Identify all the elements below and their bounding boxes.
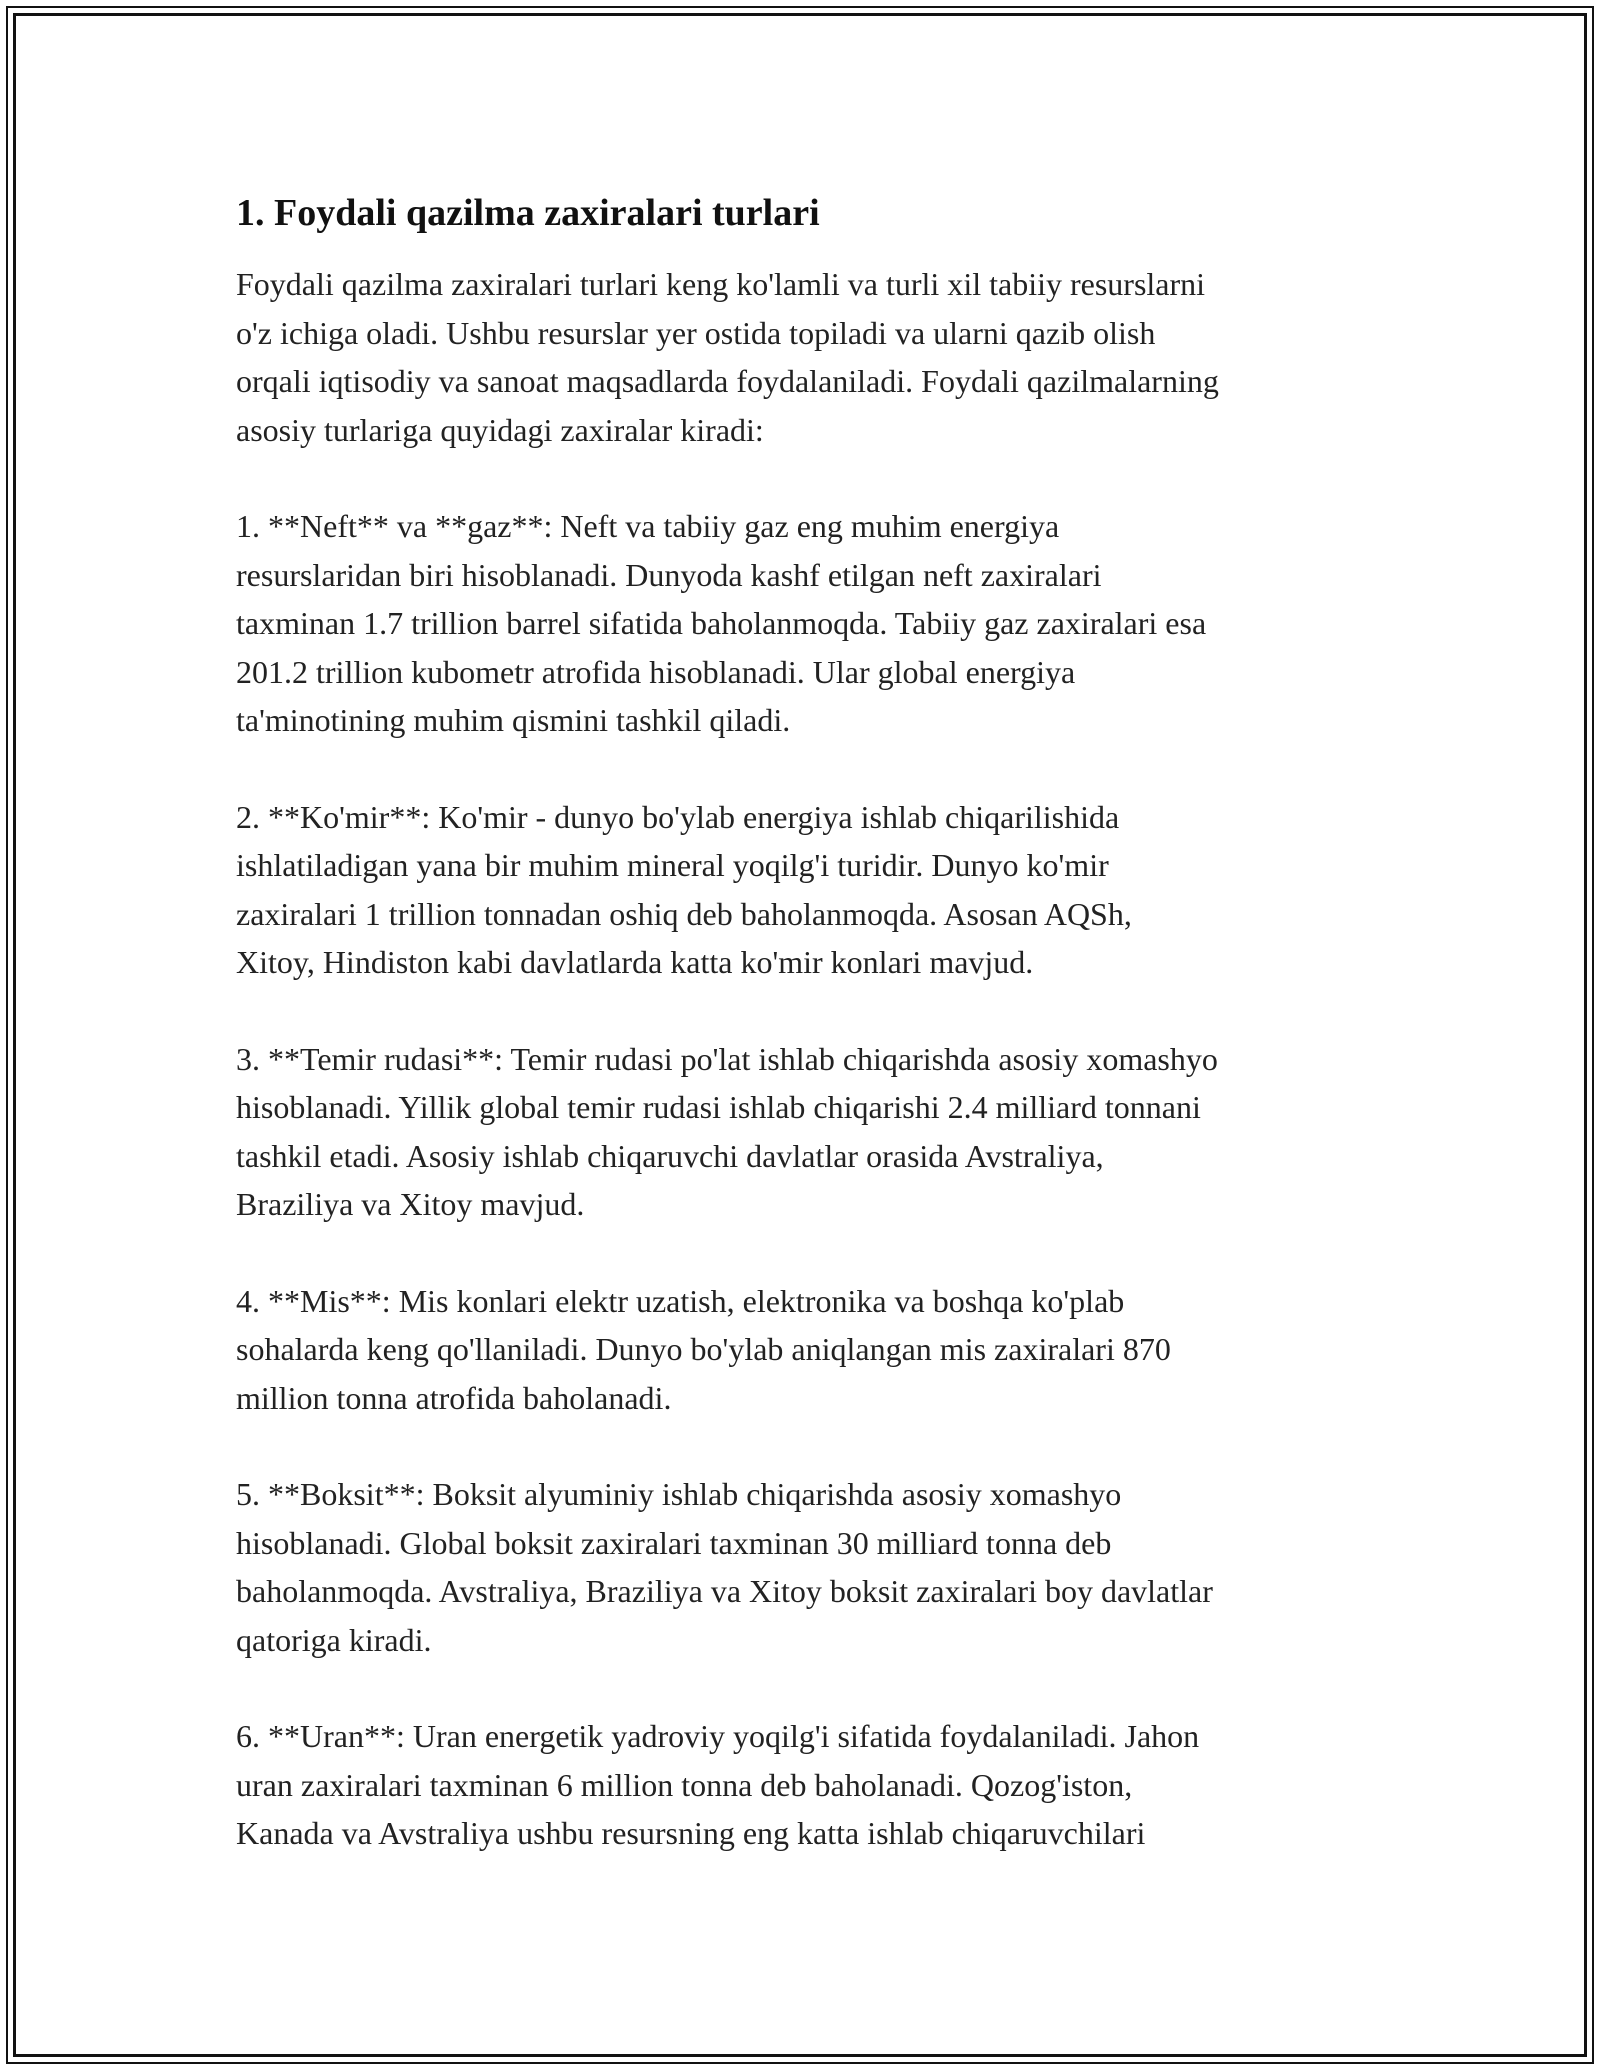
paragraph-bauxite: 5. **Boksit**: Boksit alyuminiy ishlab chiqarishda asosiy xomashyo hisoblanadi. Global boksit zaxiralari taxminan 30 milliard tonna deb baholanmoqda. Avstraliya, Braziliya va Xitoy boksit zaxiralari boy davlatlar qatoriga kiradi. (236, 1476, 1213, 1658)
intro-paragraph: Foydali qazilma zaxiralari turlari keng ko'lamli va turli xil tabiiy resurslarni o'z ichiga oladi. Ushbu resurslar yer ostida topiladi va ularni qazib olish orqali iqtisodiy va sanoat maqsadlarda foydalaniladi. Foydali qazilmalarning asosiy turlariga quyidagi zaxiralar kiradi: (236, 266, 1219, 448)
section-heading: 1. Foydali qazilma zaxiralari turlari (236, 192, 820, 234)
document-body (236, 188, 1416, 1858)
paragraph-oil-gas: 1. **Neft** va **gaz**: Neft va tabiiy gaz eng muhim energiya resurslaridan biri hisoblanadi. Dunyoda kashf etilgan neft zaxiralari taxminan 1.7 trillion barrel sifatida baholanmoqda. Tabiiy gaz zaxiralari esa 201.2 trillion kubometr atrofida hisoblanadi. Ular global energiya ta'minotining muhim qismini tashkil qiladi. (236, 508, 1207, 738)
paragraph-coal: 2. **Ko'mir**: Ko'mir - dunyo bo'ylab energiya ishlab chiqarilishida ishlatiladigan yana bir muhim mineral yoqilg'i turidir. Dunyo ko'mir zaxiralari 1 trillion tonnadan oshiq deb baholanmoqda. Asosan AQSh, Xitoy, Hindiston kabi davlatlarda katta ko'mir konlari mavjud. (236, 798, 1132, 980)
paragraph-iron-ore: 3. **Temir rudasi**: Temir rudasi po'lat ishlab chiqarishda asosiy xomashyo hisoblanadi. Yillik global temir rudasi ishlab chiqarishi 2.4 milliard tonnani tashkil etadi. Asosiy ishlab chiqaruvchi davlatlar orasida Avstraliya, Braziliya va Xitoy mavjud. (236, 1040, 1218, 1222)
paragraph-uranium: 6. **Uran**: Uran energetik yadroviy yoqilg'i sifatida foydalaniladi. Jahon uran zaxiralari taxminan 6 million tonna deb baholanadi. Qozog'iston, Kanada va Avstraliya ushbu resursning eng katta ishlab chiqaruvchilari (236, 1718, 1200, 1851)
paragraph-copper: 4. **Mis**: Mis konlari elektr uzatish, elektronika va boshqa ko'plab sohalarda keng qo'llaniladi. Dunyo bo'ylab aniqlangan mis zaxiralari 870 million tonna atrofida baholanadi. (236, 1282, 1171, 1416)
